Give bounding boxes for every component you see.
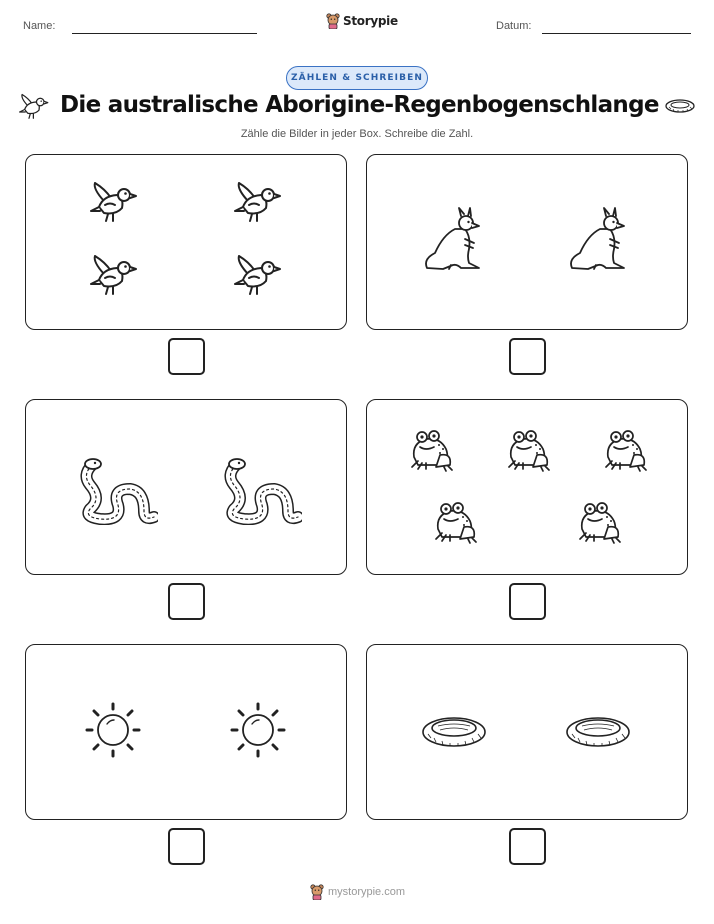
instructions: Zähle die Bilder in jeder Box. Schreibe die Zahl. bbox=[240, 128, 474, 140]
frog-icon bbox=[430, 497, 478, 545]
frog-icon bbox=[406, 425, 454, 473]
footer-url: mystorypie.com bbox=[328, 886, 406, 898]
counting-box-kangaroos bbox=[366, 154, 688, 330]
answer-box-frogs[interactable] bbox=[509, 583, 546, 620]
bird-icon bbox=[90, 254, 138, 298]
snake-icon bbox=[222, 455, 302, 525]
brand-name: Storypie bbox=[343, 14, 398, 28]
sun-icon bbox=[83, 700, 143, 760]
bird-icon bbox=[90, 181, 138, 225]
frog-icon bbox=[600, 425, 648, 473]
answer-box-kangaroos[interactable] bbox=[509, 338, 546, 375]
kangaroo-icon bbox=[421, 207, 483, 271]
sun-icon bbox=[228, 700, 288, 760]
counting-box-suns bbox=[25, 644, 347, 820]
brand-logo bbox=[326, 13, 398, 29]
frog-icon bbox=[503, 425, 551, 473]
nest-icon bbox=[422, 714, 488, 748]
answer-box-birds[interactable] bbox=[168, 338, 205, 375]
bear-logo-icon bbox=[310, 884, 324, 900]
bird-icon bbox=[234, 181, 282, 225]
frog-icon bbox=[574, 497, 622, 545]
name-label: Name: bbox=[23, 20, 56, 32]
date-line[interactable] bbox=[542, 33, 691, 34]
footer bbox=[310, 884, 405, 900]
counting-box-nests bbox=[366, 644, 688, 820]
answer-box-snakes[interactable] bbox=[168, 583, 205, 620]
bird-icon bbox=[234, 254, 282, 298]
name-line[interactable] bbox=[72, 33, 257, 34]
nest-icon bbox=[665, 99, 695, 113]
bear-logo-icon bbox=[326, 13, 340, 29]
page-title: Die australische Aborigine-Regenbogenschlange bbox=[60, 92, 659, 118]
bird-icon bbox=[19, 93, 49, 121]
kangaroo-icon bbox=[566, 207, 628, 271]
snake-icon bbox=[78, 455, 158, 525]
date-label: Datum: bbox=[496, 20, 532, 32]
answer-box-suns[interactable] bbox=[168, 828, 205, 865]
counting-box-birds bbox=[25, 154, 347, 330]
category-badge: ZÄHLEN & SCHREIBEN bbox=[286, 66, 428, 90]
answer-box-nests[interactable] bbox=[509, 828, 546, 865]
nest-icon bbox=[566, 714, 632, 748]
